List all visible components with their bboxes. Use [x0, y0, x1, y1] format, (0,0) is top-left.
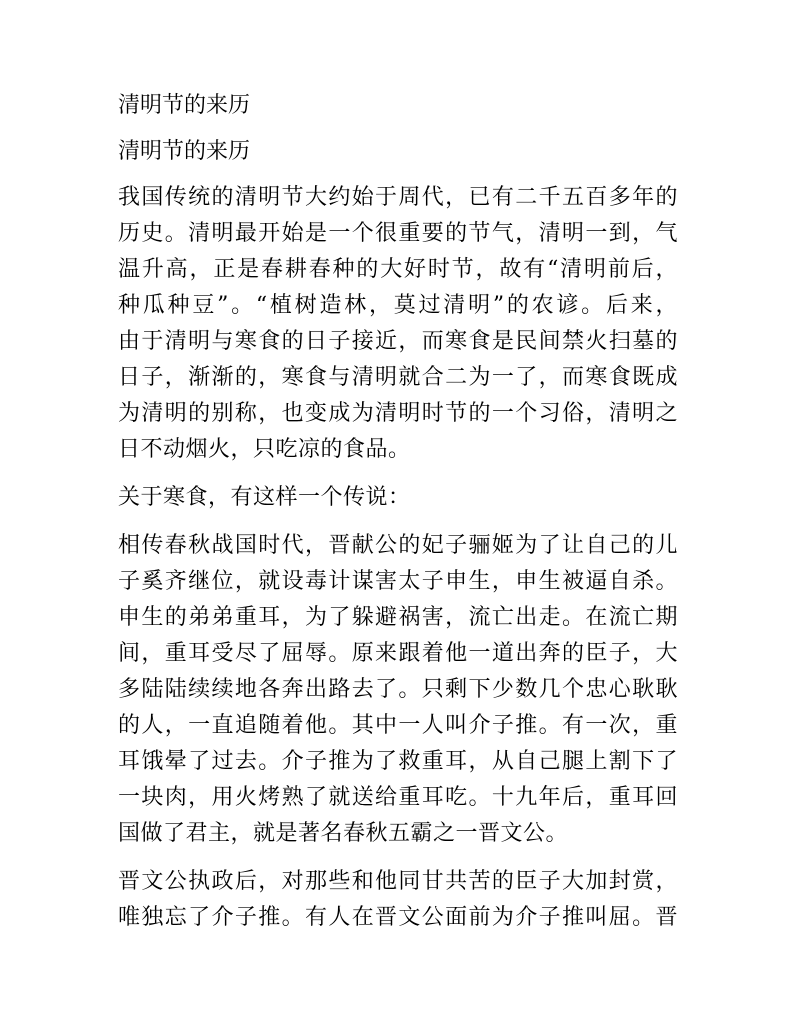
text-line: 历史。清明最开始是一个很重要的节气，清明一到，气: [118, 221, 678, 246]
text-line: 间，重耳受尽了屈辱。原来跟着他一道出奔的臣子，大: [118, 641, 678, 666]
text-line: 由于清明与寒食的日子接近，而寒食是民间禁火扫墓的: [118, 329, 678, 354]
paragraph-jin-wengong: [118, 864, 678, 936]
text-line: 关于寒食，有这样一个传说：: [118, 485, 411, 510]
paragraph-legend: [118, 528, 678, 852]
paragraph-origin: [118, 180, 678, 468]
text-line: 一块肉，用火烤熟了就送给重耳吃。十九年后，重耳回: [118, 785, 678, 810]
document-title: 清明节的来历: [118, 93, 251, 118]
text-line: 日不动烟火，只吃凉的食品。: [118, 437, 411, 462]
paragraph-legend-intro: [118, 480, 678, 516]
document-page: [118, 88, 678, 948]
text-line: 申生的弟弟重耳，为了躲避祸害，流亡出走。在流亡期: [118, 605, 678, 630]
text-line: 相传春秋战国时代，晋献公的妃子骊姬为了让自己的儿: [118, 533, 678, 558]
text-line: 温升高，正是春耕春种的大好时节，故有“清明前后，: [118, 257, 678, 282]
text-line: 日子，渐渐的，寒食与清明就合二为一了，而寒食既成: [118, 365, 678, 390]
text-line: 耳饿晕了过去。介子推为了救重耳，从自己腿上割下了: [118, 749, 678, 774]
text-line: 种瓜种豆”。“植树造林，莫过清明”的农谚。后来，: [118, 293, 678, 318]
text-line: 国做了君主，就是著名春秋五霸之一晋文公。: [118, 821, 569, 846]
text-line: 晋文公执政后，对那些和他同甘共苦的臣子大加封赏，: [118, 869, 678, 894]
text-line: 多陆陆续续地各奔出路去了。只剩下少数几个忠心耿耿: [118, 677, 678, 702]
text-line: 我国传统的清明节大约始于周代，已有二千五百多年的: [118, 185, 678, 210]
text-line: 子奚齐继位，就设毒计谋害太子申生，申生被逼自杀。: [118, 569, 678, 594]
text-line: 唯独忘了介子推。有人在晋文公面前为介子推叫屈。晋: [118, 905, 678, 930]
text-line: 为清明的别称，也变成为清明时节的一个习俗，清明之: [118, 401, 678, 426]
document-subtitle: 清明节的来历: [118, 139, 251, 164]
text-line: 的人，一直追随着他。其中一人叫介子推。有一次，重: [118, 713, 678, 738]
